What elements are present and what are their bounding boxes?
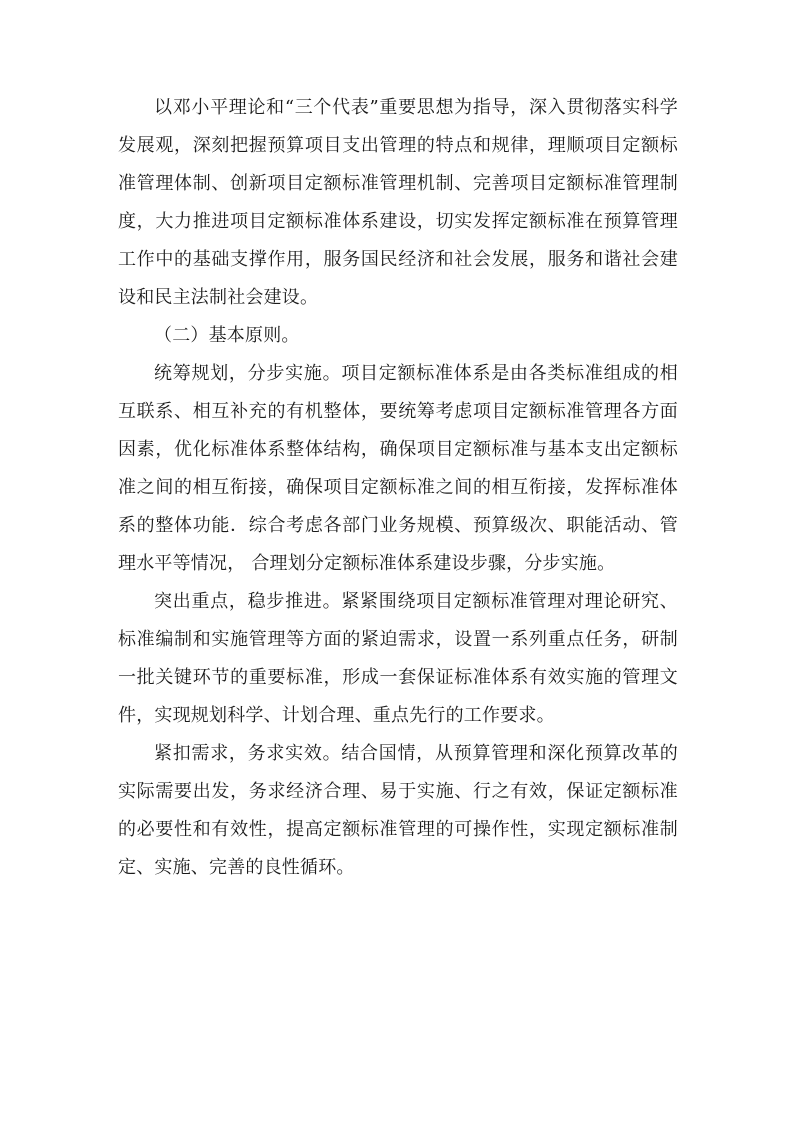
paragraph-guiding-ideology: 以邓小平理论和“三个代表”重要思想为指导，深入贯彻落实科学发展观，深刻把握预算项目支出管理的特点和规律，理顺项目定额标准管理体制、创新项目定额标准管理机制、完善项目定额标准管理制度，大力推进项目定额标准体系建设，切实发挥定额标准在预算管理工作中的基础支撑作用，服务国民经济和社会发展，服务和谐社会建设和民主法制社会建设。 [118,97,678,308]
paragraph-overall-planning: 统筹规划，分步实施。项目定额标准体系是由各类标准组成的相互联系、相互补充的有机整体，要统筹考虑项目定额标准管理各方面因素，优化标准体系整体结构，确保项目定额标准与基本支出定额标准之间的相互衔接，确保项目定额标准之间的相互衔接，发挥标准体系的整体功能．综合考虑各部门业务规模、预算级次、职能活动、管理水平等情况， 合理划分定额标准体系建设步骤，分步实施。 [118,363,678,574]
document-body [118,89,678,887]
paragraph-meet-demand: 紧扣需求，务求实效。结合国情，从预算管理和深化预算改革的实际需要出发，务求经济合理、易于实施、行之有效，保证定额标准的必要性和有效性，提高定额标准管理的可操作性，实现定额标准制定、实施、完善的良性循环。 [118,743,678,878]
section-heading-basic-principles: （二）基本原则。 [154,325,300,346]
paragraph-highlight-key-points: 突出重点，稳步推进。紧紧围绕项目定额标准管理对理论研究、标准编制和实施管理等方面的紧迫需求，设置一系列重点任务，研制一批关键环节的重要标准，形成一套保证标准体系有效实施的管理文件，实现规划科学、计划合理、重点先行的工作要求。 [118,591,678,726]
